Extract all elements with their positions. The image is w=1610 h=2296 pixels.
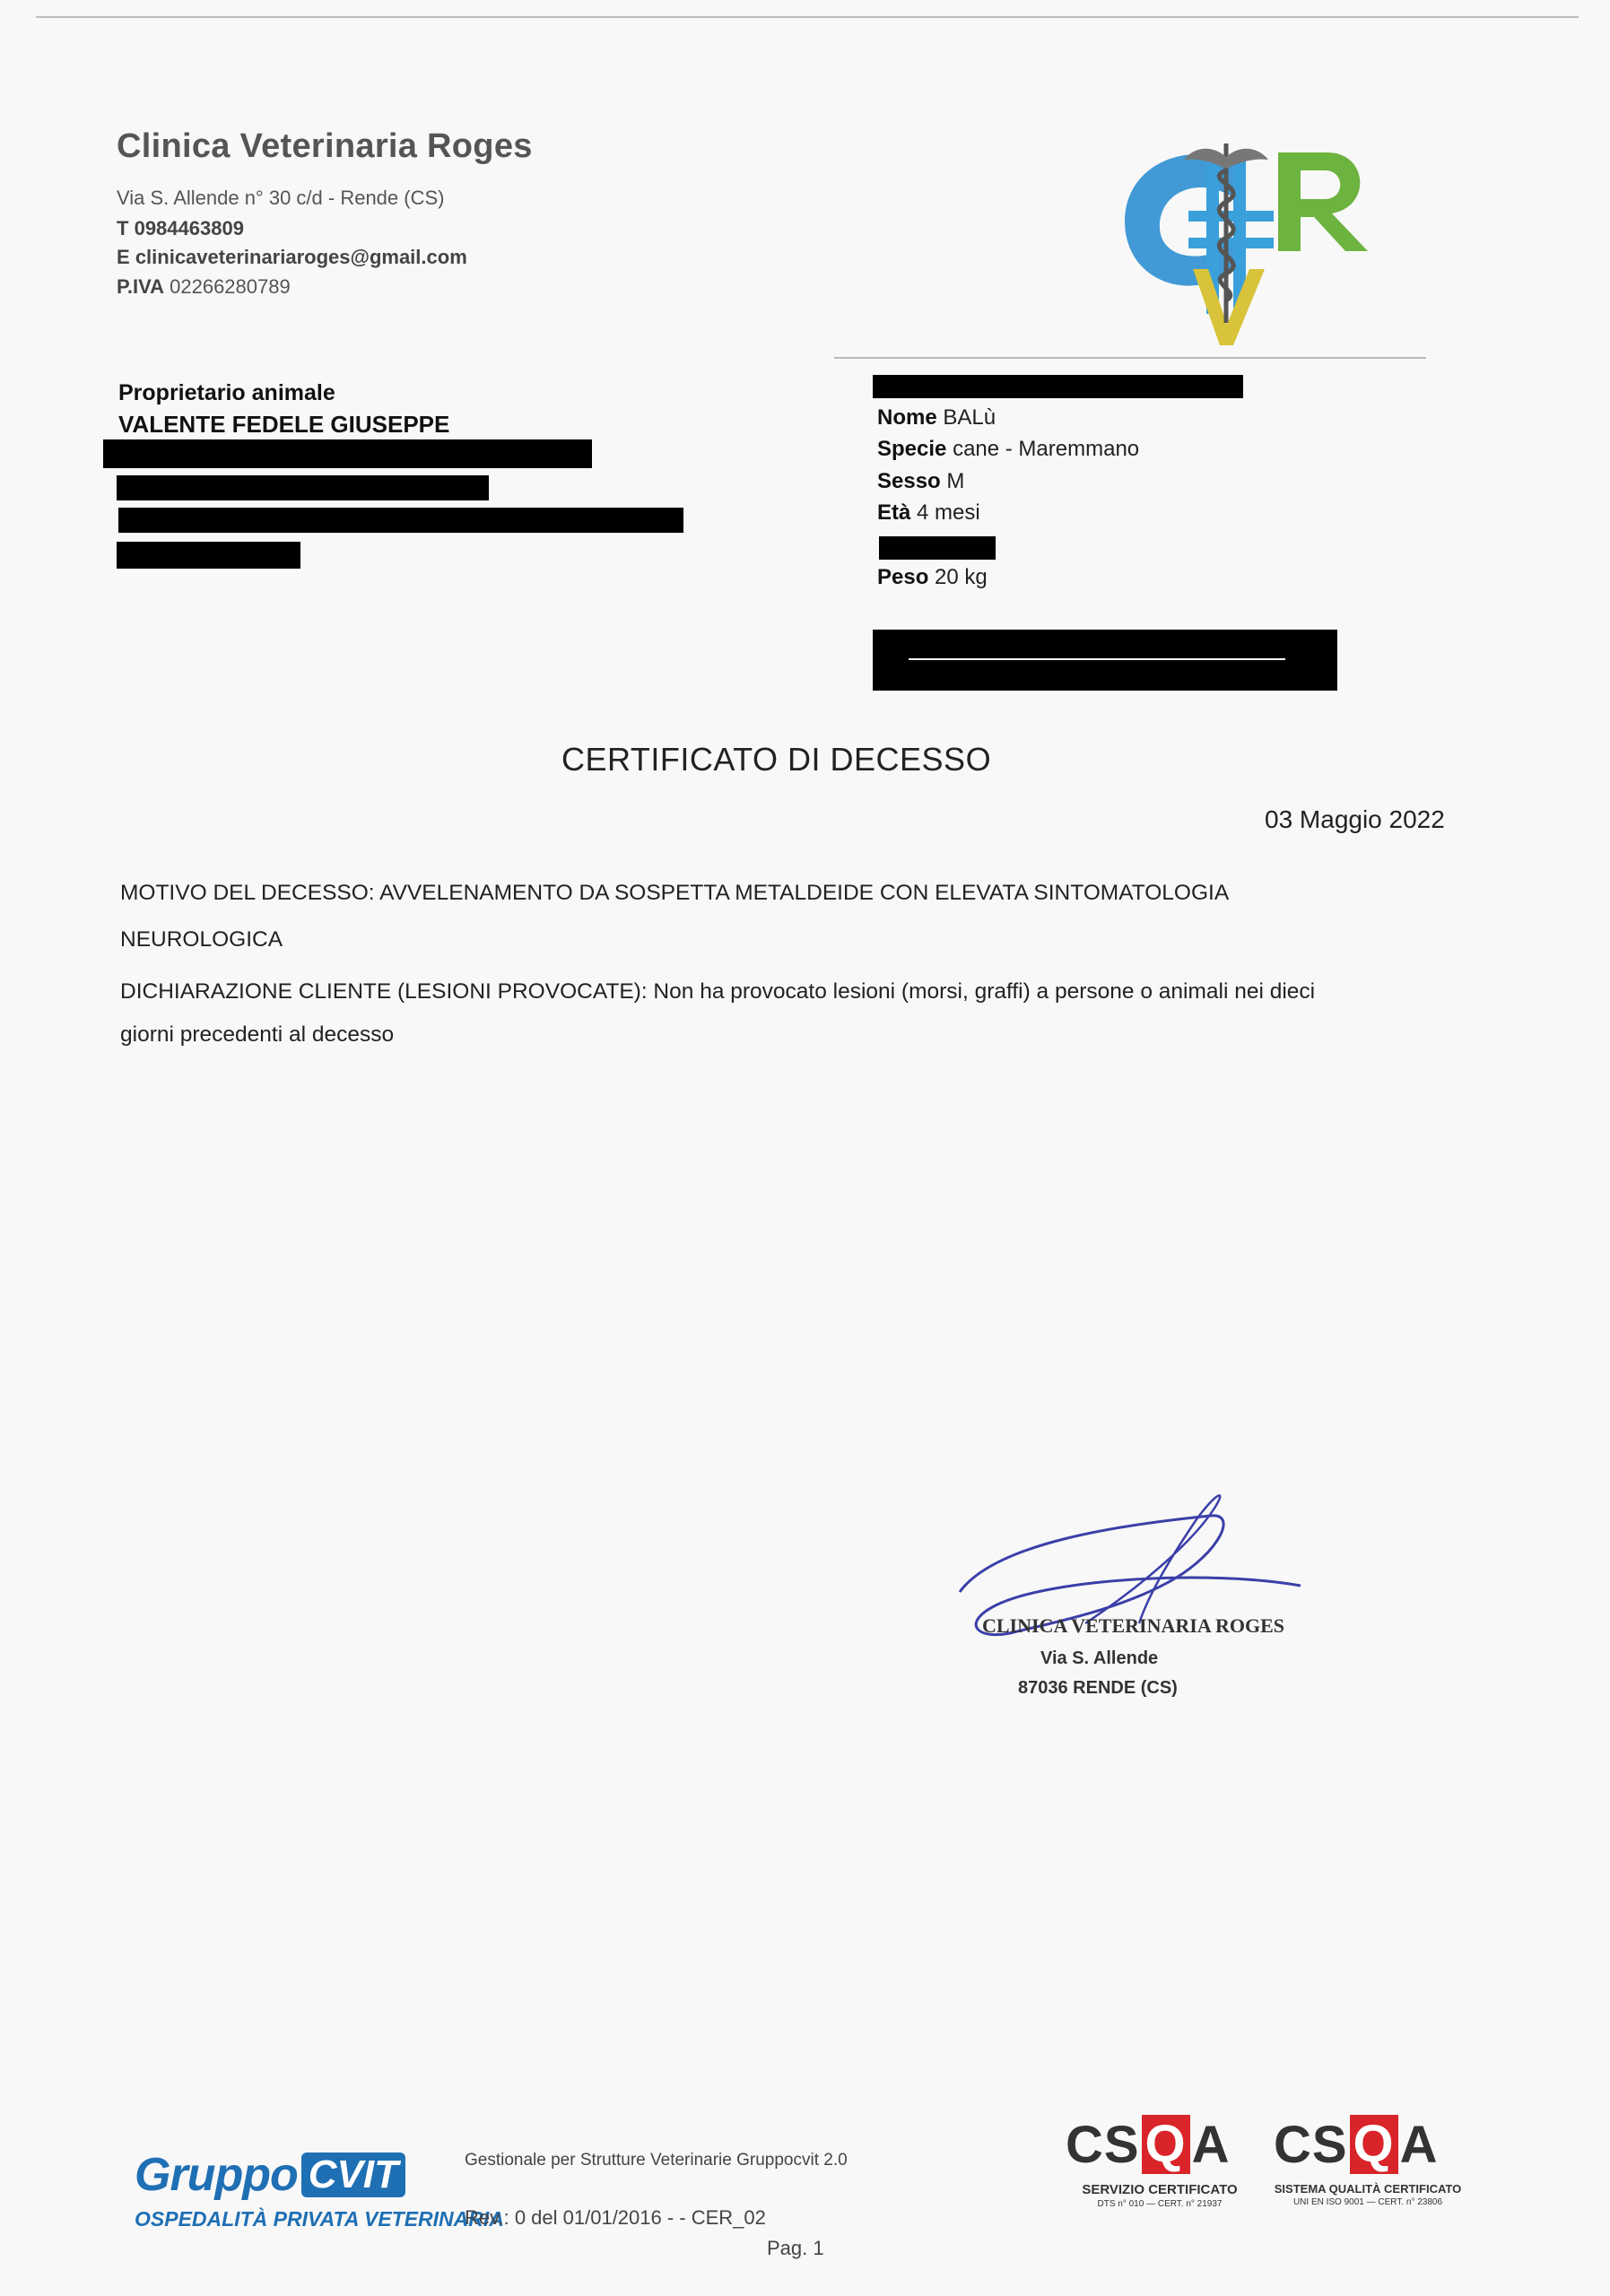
csqa-letters: CS Q A xyxy=(1274,2115,1439,2174)
cause-line-1: MOTIVO DEL DECESSO: AVVELENAMENTO DA SOSPETTA METALDEIDE CON ELEVATA SINTOMATOLOGIA xyxy=(120,881,1230,905)
csqa-badge-quality xyxy=(1274,2112,1462,2229)
declaration-line-1: DICHIARAZIONE CLIENTE (LESIONI PROVOCATE): Non ha provocato lesioni (morsi, graffi) a persone o animali nei dieci xyxy=(120,979,1316,1004)
vat-label: P.IVA xyxy=(117,275,164,298)
phone-label: T xyxy=(117,217,129,239)
header-divider xyxy=(834,357,1426,359)
signature-stamp xyxy=(942,1489,1354,1722)
redaction-bar xyxy=(879,536,996,560)
animal-weight-value: 20 kg xyxy=(935,565,988,589)
animal-species-value: cane - Maremmano xyxy=(953,437,1140,461)
clinic-address: Via S. Allende n° 30 c/d - Rende (CS) xyxy=(117,187,445,209)
certificate-title: CERTIFICATO DI DECESSO xyxy=(561,741,992,778)
animal-name-row xyxy=(877,405,996,430)
clinic-name: Clinica Veterinaria Roges xyxy=(117,127,533,165)
animal-weight-row xyxy=(877,565,988,590)
email-label: E xyxy=(117,246,130,268)
clinic-phone xyxy=(117,217,244,240)
stamp-line-1: CLINICA VETERINARIA ROGES xyxy=(982,1614,1285,1637)
animal-name-value: BALù xyxy=(943,405,996,430)
csqa-letters: CS Q A xyxy=(1066,2115,1231,2174)
vat-value: 02266280789 xyxy=(170,275,291,298)
animal-sex-row xyxy=(877,469,964,494)
phone-value: 0984463809 xyxy=(134,217,244,239)
email-value: clinicaveterinariaroges@gmail.com xyxy=(135,246,467,268)
csqa-quality-cert: UNI EN ISO 9001 — CERT. n° 23806 xyxy=(1292,2197,1443,2207)
cause-line-2: NEUROLOGICA xyxy=(120,927,283,952)
animal-age-row xyxy=(877,500,980,526)
csqa-service-label: SERVIZIO CERTIFICATO xyxy=(1082,2182,1238,2197)
stamp-line-3: 87036 RENDE (CS) xyxy=(1018,1678,1178,1698)
redaction-bar xyxy=(873,375,1243,398)
redaction-bar xyxy=(118,508,683,533)
animal-name-label: Nome xyxy=(877,405,937,430)
redaction-line xyxy=(909,658,1285,660)
redaction-bar xyxy=(103,439,592,468)
footer-revision: Rev.: 0 del 01/01/2016 - - CER_02 xyxy=(465,2206,766,2229)
footer-software: Gestionale per Strutture Veterinarie Gruppocvit 2.0 xyxy=(465,2151,848,2170)
csqa-quality-label: SISTEMA QUALITÀ CERTIFICATO xyxy=(1274,2182,1462,2196)
brand-top: Gruppo xyxy=(135,2149,298,2201)
redaction-bar xyxy=(117,542,300,569)
animal-species-row xyxy=(877,437,1139,462)
animal-sex-label: Sesso xyxy=(877,469,941,493)
owner-name: VALENTE FEDELE GIUSEPPE xyxy=(118,411,450,438)
csqa-service-cert: DTS n° 010 — CERT. n° 21937 xyxy=(1097,2199,1223,2209)
redaction-bar xyxy=(117,475,489,500)
csqa-badge-service xyxy=(1066,2112,1254,2229)
animal-sex-value: M xyxy=(946,469,965,493)
footer-page: Pag. 1 xyxy=(767,2237,824,2259)
clinic-logo xyxy=(1099,135,1404,350)
gruppocvit-logo xyxy=(135,2148,504,2247)
animal-weight-label: Peso xyxy=(877,565,929,589)
brand-box: CVIT xyxy=(301,2152,405,2197)
owner-label: Proprietario animale xyxy=(118,380,335,405)
top-edge-line xyxy=(36,16,1579,18)
declaration-line-2: giorni precedenti al decesso xyxy=(120,1022,395,1047)
animal-species-label: Specie xyxy=(877,437,947,461)
clinic-email xyxy=(117,246,467,269)
animal-age-value: 4 mesi xyxy=(917,500,980,525)
brand-sub: OSPEDALITÀ PRIVATA VETERINARIA xyxy=(135,2207,504,2231)
stamp-line-2: Via S. Allende xyxy=(1040,1648,1159,1668)
redaction-box xyxy=(873,630,1337,691)
animal-age-label: Età xyxy=(877,500,911,525)
clinic-vat xyxy=(117,275,291,299)
certificate-date: 03 Maggio 2022 xyxy=(1265,805,1445,833)
